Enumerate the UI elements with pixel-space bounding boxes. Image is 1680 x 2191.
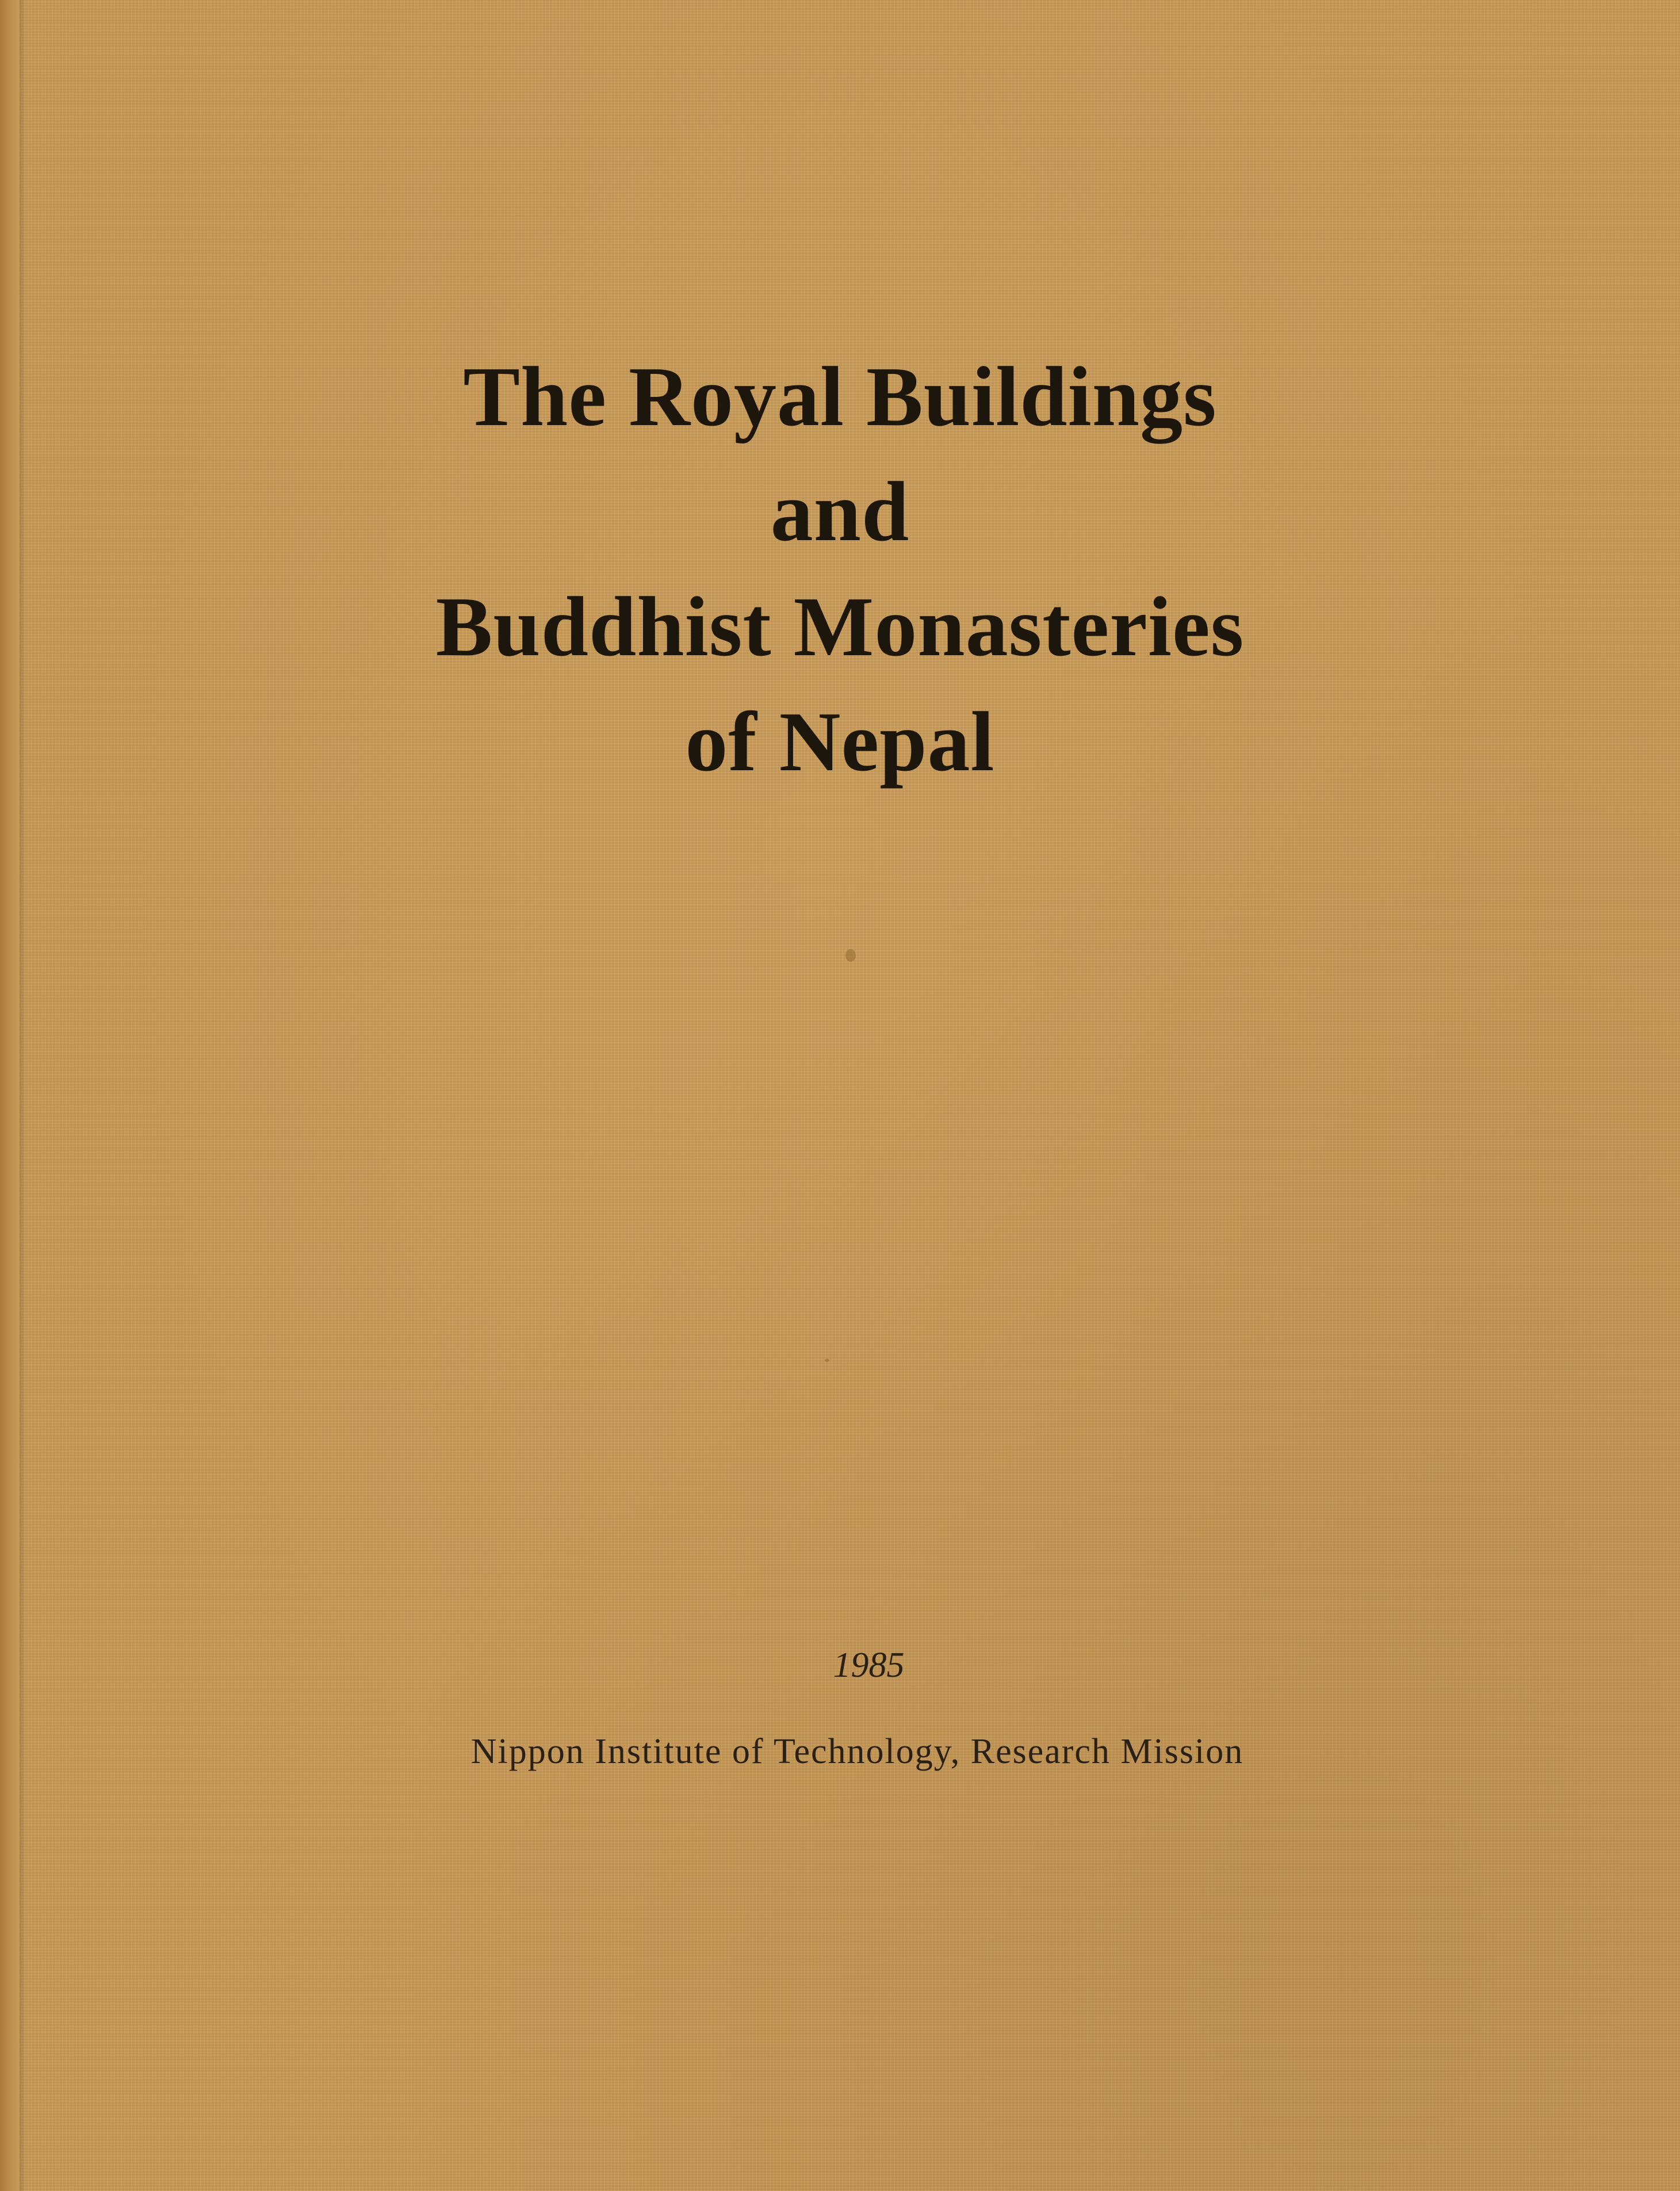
cover-hinge [20,0,25,2191]
cloth-speck [845,949,856,962]
publisher-name: Nippon Institute of Technology, Research Mission [470,1732,1244,1771]
publication-year: 1985 [833,1646,905,1685]
book-title [0,339,1680,800]
title-line-1: The Royal Buildings [463,350,1217,444]
cloth-speck [825,1359,829,1362]
spine-edge [0,0,20,2191]
title-line-4: of Nepal [685,695,995,789]
title-line-3: Buddhist Monasteries [435,580,1245,674]
title-line-2: and [770,465,910,559]
